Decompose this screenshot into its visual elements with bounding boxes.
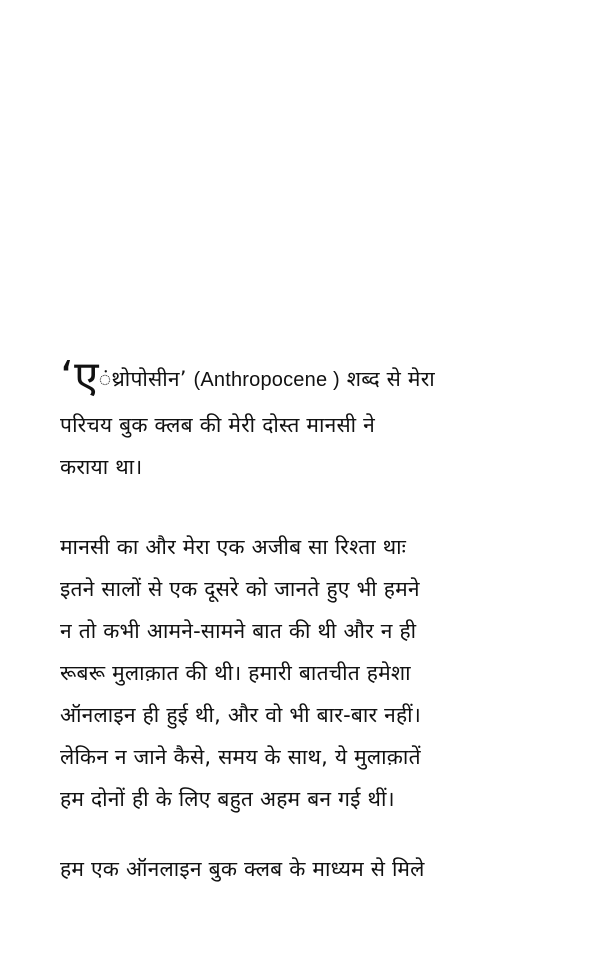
text-line: रूबरू मुलाक़ात की थी। हमारी बातचीत हमेशा [60, 661, 411, 685]
text-line: ऑनलाइन ही हुई थी, और वो भी बार-बार नहीं। [60, 703, 421, 727]
text-line: हम एक ऑनलाइन बुक क्लब के माध्यम से मिले [60, 857, 425, 881]
english-term: (Anthropocene ) [193, 369, 340, 391]
text-line: परिचय बुक क्लब की मेरी दोस्त मानसी ने [60, 413, 376, 437]
text-line: हम दोनों ही के लिए बहुत अहम बन गई थीं। [60, 787, 395, 811]
text-line: इतने सालों से एक दूसरे को जानते हुए भी हमने [60, 577, 420, 601]
text-line: लेकिन न जाने कैसे, समय के साथ, ये मुलाक़ातें [60, 745, 421, 769]
text-line: कराया था। [60, 455, 143, 479]
line-segment: ंथ्रोपोसीन’ [98, 367, 194, 391]
text-line: मानसी का और मेरा एक अजीब सा रिश्ता थाः [60, 535, 407, 559]
text-line [60, 352, 550, 404]
line-segment: शब्द से मेरा [339, 367, 435, 391]
drop-cap: ‘ए [60, 352, 99, 403]
paragraph-book-club [60, 848, 550, 890]
paragraph-anthropocene-intro [60, 352, 550, 488]
text-line: न तो कभी आमने-सामने बात की थी और न ही [60, 619, 417, 643]
paragraph-mansi-relationship [60, 526, 550, 820]
